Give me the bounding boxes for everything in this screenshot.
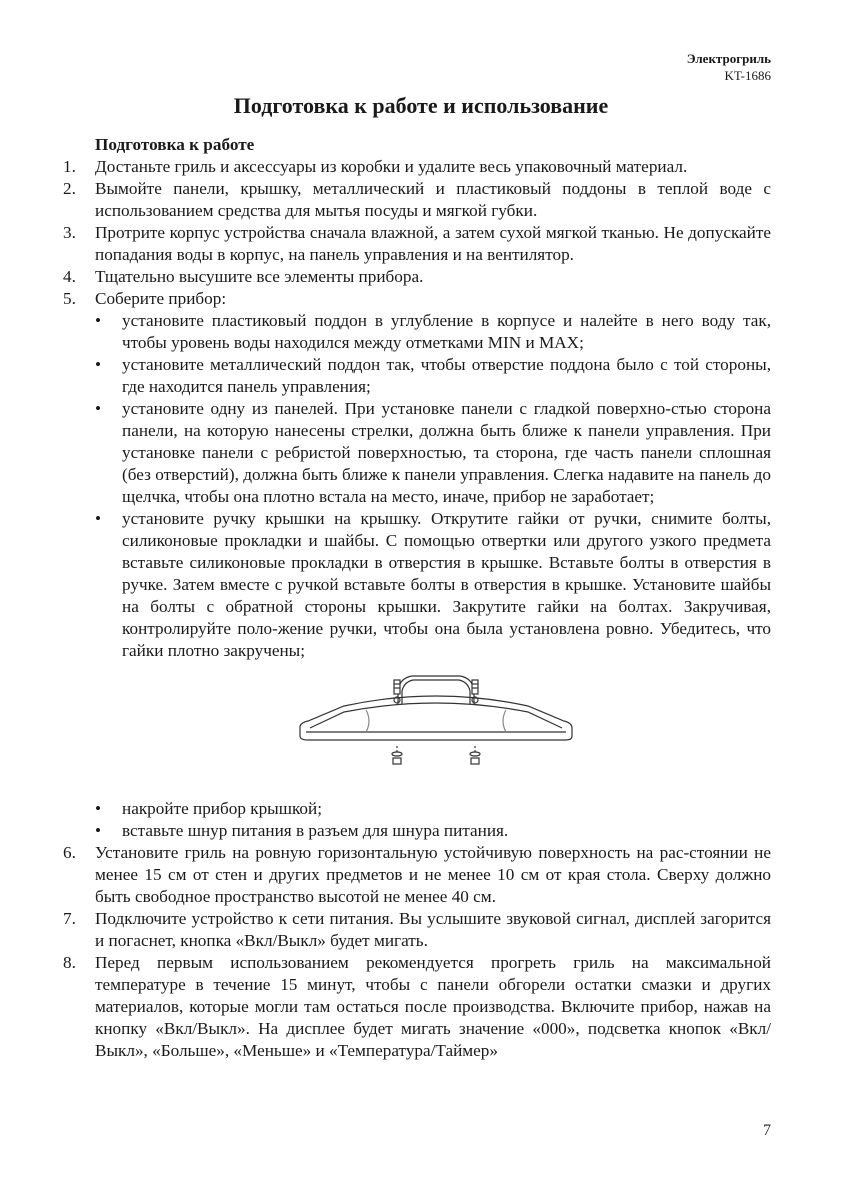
list-item [63, 842, 771, 908]
item-text: Тщательно высушите все элементы прибора. [95, 267, 424, 286]
item-text: Вымойте панели, крышку, металлический и пластиковый поддоны в теплой воде с использованием средства для мытья посуды и мягкой губки. [95, 179, 771, 220]
bullet-dot: • [95, 509, 102, 528]
bullet-item [63, 798, 771, 820]
bullet-dot: • [95, 821, 102, 840]
section-subtitle: Подготовка к работе [95, 135, 255, 154]
bullet-dot: • [95, 355, 102, 374]
bullet-item [63, 398, 771, 508]
bullet-item [63, 820, 771, 842]
bullet-item [63, 508, 771, 662]
bullet-item [63, 310, 771, 354]
page-number: 7 [763, 1122, 771, 1139]
list-item [63, 156, 771, 178]
bullet-text: вставьте шнур питания в разъем для шнура питания. [122, 821, 509, 840]
list-item [63, 178, 771, 222]
item-number: 7. [63, 909, 76, 928]
grill-lid-icon [296, 666, 576, 786]
list-item [63, 952, 771, 1062]
list-item [63, 266, 771, 288]
lid-handle-illustration [63, 662, 771, 798]
bullet-item [63, 354, 771, 398]
bullet-dot: • [95, 399, 102, 418]
item-number: 1. [63, 157, 76, 176]
bullet-text: установите металлический поддон так, чтобы отверстие поддона было с той стороны, где находится панель управления; [122, 355, 771, 396]
list-item [63, 288, 771, 310]
item-number: 5. [63, 289, 76, 308]
bullet-text: установите одну из панелей. При установке панели с гладкой поверхно-стью сторона панели, на которую нанесены стрелки, должна быть ближе к панели управления. При установке панели с ребристой поверхностью, та сторона, где часть панели сплошная (без отверстий), должна быть ближе к панели управления. Слегка надавите на панель до щелчка, чтобы она плотно встала на место, иначе, прибор не заработает; [122, 399, 771, 506]
item-text: Протрите корпус устройства сначала влажной, а затем сухой мягкой тканью. Не допускайте попадания воды в корпус, на панель управления и на вентилятор. [95, 223, 771, 264]
item-text: Перед первым использованием рекомендуется прогреть гриль на максимальной температуре в течение 15 минут, чтобы с панели обгорели остатки смазки и других материалов, которые могли там остаться после производства. Включите прибор, нажав на кнопку «Вкл/Выкл». На дисплее будет мигать значение «000», подсветка кнопок «Вкл/Выкл», «Больше», «Меньше» и «Температура/Таймер» [95, 953, 771, 1060]
page-header [687, 50, 771, 84]
item-text: Достаньте гриль и аксессуары из коробки и удалите весь упаковочный материал. [95, 157, 688, 176]
item-text: Соберите прибор: [95, 289, 227, 308]
header-product: Электрогриль [686, 51, 771, 66]
list-item [63, 222, 771, 266]
item-number: 8. [63, 953, 76, 972]
item-number: 4. [63, 267, 76, 286]
item-number: 2. [63, 179, 76, 198]
header-model: KT-1686 [724, 68, 771, 83]
item-number: 6. [63, 843, 76, 862]
bullet-dot: • [95, 799, 102, 818]
bullet-dot: • [95, 311, 102, 330]
page-body [63, 134, 771, 1062]
item-text: Подключите устройство к сети питания. Вы услышите звуковой сигнал, дисплей загорится и погаснет, кнопка «Вкл/Выкл» будет мигать. [95, 909, 771, 950]
bullet-text: накройте прибор крышкой; [122, 799, 322, 818]
bullet-text: установите ручку крышки на крышку. Открутите гайки от ручки, снимите болты, силиконовые прокладки и шайбы. С помощью отвертки или другого узкого предмета вставьте силиконовые прокладки в отверстия в крышке. Вставьте болты в отверстия в ручке. Затем вместе с ручкой вставьте болты в отверстия в крышке. Установите шайбы на болты с обратной стороны крышки. Закрутите гайки на болтах. Закручивая, контролируйте поло-жение ручки, чтобы она была установлена ровно. Убедитесь, что гайки плотно закручены; [122, 509, 771, 660]
list-item [63, 908, 771, 952]
item-text: Установите гриль на ровную горизонтальную устойчивую поверхность на рас-стоянии не менее 15 см от стен и других предметов и не менее 10 см от края стола. Сверху должно быть свободное пространство высотой не менее 40 см. [95, 843, 771, 906]
item-number: 3. [63, 223, 76, 242]
bullet-text: установите пластиковый поддон в углубление в корпусе и налейте в него воду так, чтобы уровень воды находился между отметками MIN и MAX; [122, 311, 771, 352]
page-title: Подготовка к работе и использование [233, 93, 609, 118]
